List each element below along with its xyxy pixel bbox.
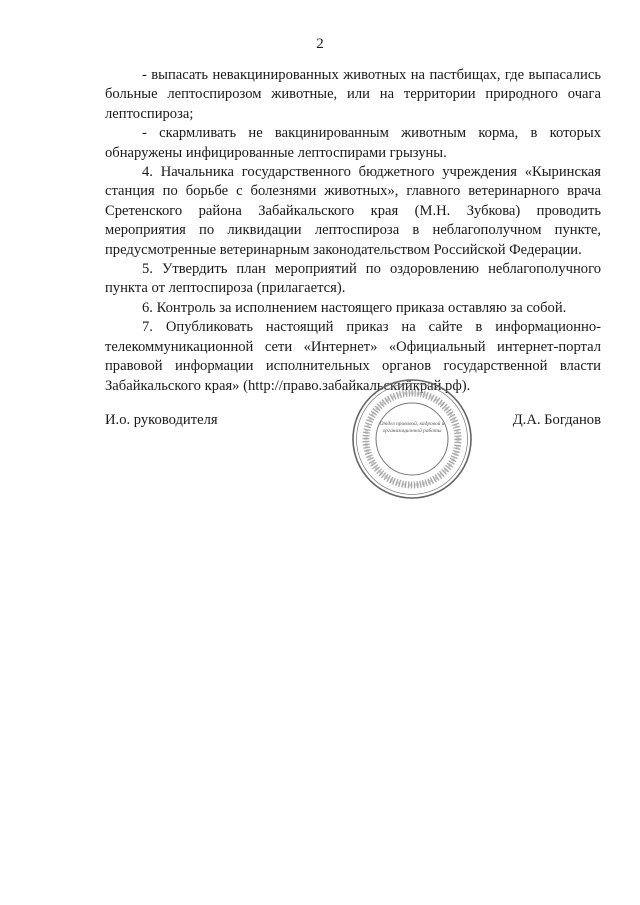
page-number: 2 <box>316 36 324 52</box>
document-body <box>105 66 601 396</box>
paragraph-1: - выпасать невакцинированных животных на пастбищах, где выпасались больные лептоспирозом животные, или на территории природного очага лептоспироза; <box>105 67 601 122</box>
signatory-name: Д.А. Богданов <box>512 412 601 428</box>
paragraph-3: 4. Начальника государственного бюджетного учреждения «Кыринская станция по борьбе с болезнями животных», главного ветеринарного врача Сретенского района Забайкальского края (М.Н. Зубкова) проводить мероприятия по ликвидации лептоспироза в неблагополучном пункте, предусмотренные ветеринарным законодательством Российской Федерации. <box>105 164 601 258</box>
official-seal <box>350 377 474 501</box>
paragraph-4: 5. Утвердить план мероприятий по оздоровлению неблагополучного пункта от лептоспироза (прилагается). <box>105 261 601 297</box>
seal-graphic <box>350 377 474 501</box>
paragraph-2: - скармливать не вакцинированным животным корма, в которых обнаружены инфицированные лептоспирами грызуны. <box>105 125 601 161</box>
paragraph-5: 6. Контроль за исполнением настоящего приказа оставляю за собой. <box>142 299 567 316</box>
paragraph-6: 7. Опубликовать настоящий приказ на сайте в информационно-телекоммуникационной сети «Интернет» «Официальный интернет-портал правовой информации исполнительных органов государственной власти Забайкальского края» (http://право.забайкальскийкрай.рф). <box>105 319 601 394</box>
signatory-position: И.о. руководителя <box>105 412 218 428</box>
seal-center-text: Отдел правовой, кадровой и организационной работы <box>379 421 445 434</box>
